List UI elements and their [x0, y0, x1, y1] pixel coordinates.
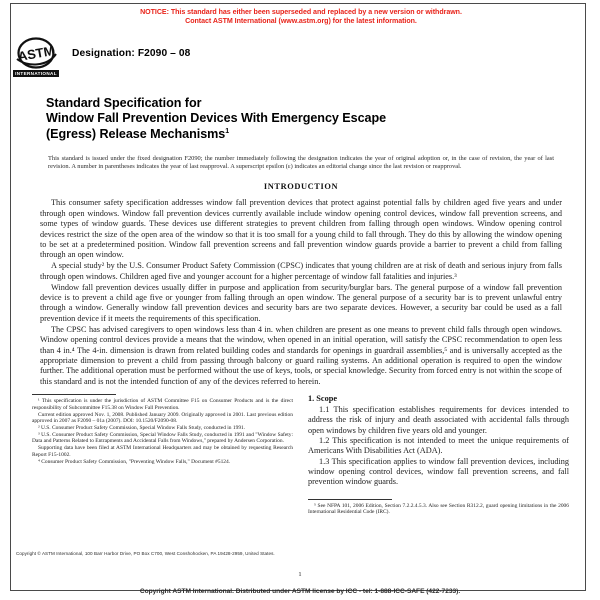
title-line-1: Standard Specification for: [46, 96, 202, 110]
title-footnote-marker: 1: [225, 128, 230, 136]
intro-paragraph: The CPSC has advised caregivers to open windows less than 4 in. when children are present as one means to prevent child falls through open windows. Window opening control devices provide a means that the window, when opened in an initial operation, will satisfy the CPSC recommendation to open less than 4 in.⁴ The 4-in. dimension is drawn from related building codes and standards for openings in guardrail assemblies,⁵ and is universally accepted as the appropriate dimension to prevent a child from passing through balcony or guard railing systems. An additional operation is required to open the window further. The additional operation must be performed without the use of keys, tools, or special knowledge. Security from forced entry is not within the scope of this standard and is not the intended function of any of the devices referred to herein.: [40, 324, 562, 386]
footnote-item: ² U.S. Consumer Product Safety Commission, Special Window Falls Study, conducted in 1991.: [38, 425, 246, 431]
footnote-item: Supporting data have been filed at ASTM International Headquarters and may be obtained by requesting Research Report F15-1002.: [32, 445, 293, 458]
footnote-item: ¹ This specification is under the jurisdiction of ASTM Committee F15 on Consumer Products and is the direct responsibility of Subcommittee F15.38 on Window Fall Prevention.: [32, 398, 293, 411]
astm-logo-icon: [13, 37, 59, 70]
intro-paragraph: This consumer safety specification addresses window fall prevention devices that protect against potential falls by children aged five years and under through open windows. Window fall prevention devices currently available include window opening control devices, window fall prevention screens, and some types of window guards. These devices use different strategies to prevent children from falling through open windows. Window opening control devices restrict the size of the open area of the window so that it is too small for a young child to fall through. They do this by allowing the window opening to be set at a predetermined position. Window fall prevention screens and fall prevention window guards provide a barrier to prevent a child from falling through an open window.: [40, 198, 562, 260]
scope-column: [308, 394, 569, 516]
designation-line: Designation: F2090 – 08: [72, 48, 191, 59]
title-line-2: Window Fall Prevention Devices With Emergency Escape: [46, 110, 387, 125]
footnote-item: ⁵ See NFPA 101, 2006 Edition, Section 7.2.2.4.5.3. Also see Section R312.2, guard opening limitations in the 2006 International Residential Code (IRC).: [308, 502, 569, 516]
svg-text:ASTM: ASTM: [16, 42, 56, 65]
footnote-divider: [32, 394, 116, 395]
footnote-item: Current edition approved Nov. 1, 2008. Published January 2009. Originally approved in 2001. Last previous edition approved in 2007 as F2090 – 01a (2007). DOI: 10.1520/F2090-08.: [32, 411, 293, 425]
scope-clause: 1.2 This specification is not intended to meet the unique requirements of Americans With Disabilities Act (ADA).: [308, 436, 569, 456]
scope-heading: 1. Scope: [308, 394, 338, 404]
footnote-divider: [308, 499, 392, 500]
notice-line-1: NOTICE: This standard has either been superseded and replaced by a new version or withdrawn.: [140, 8, 462, 16]
withdrawn-notice-banner: [32, 8, 570, 26]
scope-clause: 1.3 This specification applies to window fall prevention devices, including window opening control devices, window fall prevention screens, and fall prevention window guards.: [308, 456, 569, 487]
notice-line-2: Contact ASTM International (www.astm.org) for the latest information.: [185, 17, 417, 25]
astm-logo-subtitle: INTERNATIONAL: [15, 71, 57, 76]
two-column-area: [32, 394, 570, 516]
page-number: 1: [298, 571, 302, 578]
footnotes-column: [32, 394, 293, 516]
title-block: [46, 96, 560, 142]
document-header: [15, 36, 570, 84]
intro-paragraph: A special study² by the U.S. Consumer Product Safety Commission (CPSC) indicates that young children are at risk of death and serious injury from falls through open windows. Children aged five and younger account for a higher percentage of window fall fatalities and injuries.³: [40, 261, 562, 281]
scope-clause: 1.1 This specification establishes requirements for devices intended to address the risk of injury and death associated with accidental falls through open windows by children five years old and younger.: [308, 405, 569, 435]
intro-paragraph: Window fall prevention devices usually differ in purpose and application from security/burglar bars. The general purpose of a window fall prevention device is to prevent a child age five or younger from falling through an open window. The general purpose of a security bar is to prevent unlawful entry through a window. Generally window fall prevention devices and security bars are two separate devices. However, a security bar could be used as a fall prevention device if it meets the requirements of this specification.: [40, 282, 562, 323]
introduction-heading: INTRODUCTION: [263, 182, 339, 192]
title-line-3: (Egress) Release Mechanisms$^1$: [46, 127, 230, 142]
footnote-item: ⁴ Consumer Product Safety Commission, "Preventing Window Falls," Document #5124.: [38, 458, 231, 465]
introduction-body: [40, 198, 562, 387]
astm-logo: [10, 37, 62, 77]
footnote-item: ³ U.S. Consumer Product Safety Commission, Special Window Falls Study, conducted in 1991 and "Window Safety: Data and Patterns Related to Entrapments and Accidental Falls from Windows," prepared by Andersen Corporation.: [32, 431, 293, 445]
copyright-line: Copyright © ASTM International, 100 Barr Harbor Drive, PO Box C700, West Conshohocken, PA 19428-2959, United States.: [16, 551, 275, 556]
issued-under-note: This standard is issued under the fixed designation F2090; the number immediately following the designation indicates the year of original adoption or, in the case of revision, the year of last revision. A number in parentheses indicates the year of last reapproval. A superscript epsilon (ε) indicates an editorial change since the last revision or reapproval.: [48, 154, 554, 171]
license-line: Copyright ASTM International. Distributed under ASTM license by ICC - tel: 1-888-ICC-SAFE (422-7233).: [139, 588, 461, 595]
